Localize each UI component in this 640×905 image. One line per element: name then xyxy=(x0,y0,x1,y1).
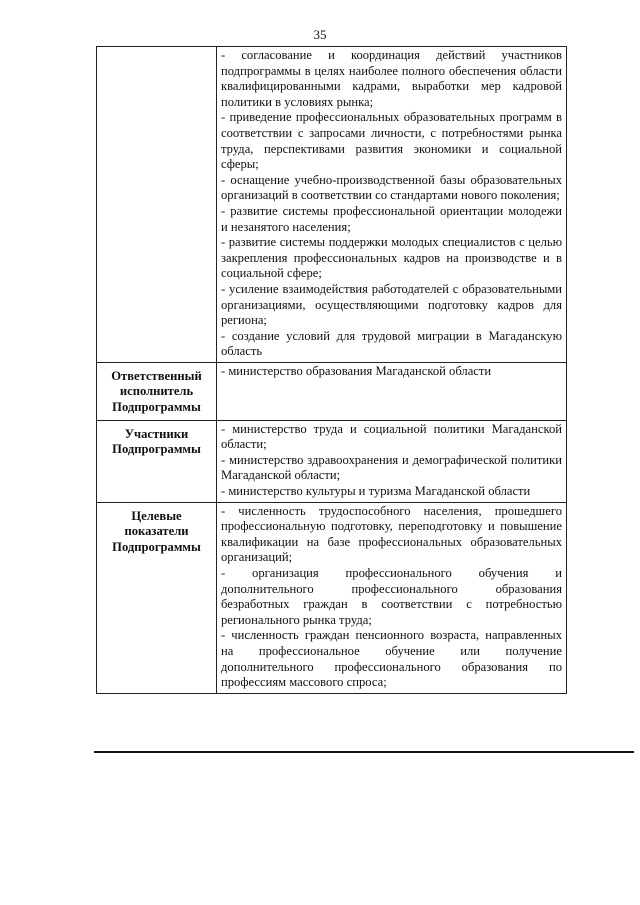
list-item: - развитие системы поддержки молодых специалистов с целью закрепления профессиональных кадров на производстве и в социальной сфере; xyxy=(221,235,562,281)
table-row xyxy=(97,362,567,420)
list-item: - министерство образования Магаданской области xyxy=(221,363,492,378)
table-row xyxy=(97,502,567,693)
list-item: - организация профессионального обучения и дополнительного профессионального образования безработных граждан в соответствии с потребностью регионального рынка труда; xyxy=(221,566,562,627)
list-item: - согласование и координация действий участников подпрограммы в целях наиболее полного обеспечения области квалифицированными кадрами, выработки мер кадровой политики в условиях рынка; xyxy=(221,48,562,109)
row-content xyxy=(217,502,567,693)
list-item: - министерство здравоохранения и демографической политики Магаданской области; xyxy=(221,452,562,483)
list-item: - создание условий для трудовой миграции в Магаданскую область xyxy=(221,328,562,359)
row-label: Ответственный исполнитель Подпрограммы xyxy=(97,362,217,420)
row-content xyxy=(217,420,567,502)
list-item: - численность трудоспособного населения, прошедшего профессиональную подготовку, переподготовку и повышение квалификации на базе профессиональных образовательных организаций; xyxy=(221,503,562,565)
list-item: - усиление взаимодействия работодателей с образовательными организациями, осуществляющими подготовку кадров для региона; xyxy=(221,281,562,328)
bottom-rule xyxy=(94,751,634,753)
page-number: 35 xyxy=(313,27,327,42)
subprogram-passport-table xyxy=(96,46,567,694)
row-content xyxy=(217,47,567,363)
list-item: - приведение профессиональных образовательных программ в соответствии с запросами личности, с потребностями рынка труда, перспективами развития экономики и социальной сферы; xyxy=(221,110,562,172)
row-label: Участники Подпрограммы xyxy=(97,420,217,502)
list-item: - оснащение учебно-производственной базы образовательных организаций в соответствии со стандартами нового поколения; xyxy=(221,172,562,203)
list-item: - развитие системы профессиональной ориентации молодежи и незанятого населения; xyxy=(221,203,562,234)
list-item: - численность граждан пенсионного возраста, направленных на профессиональное обучение или получение дополнительного профессионального образования по профессиям массового спроса; xyxy=(221,628,562,690)
list-item: - министерство культуры и туризма Магаданской области xyxy=(221,484,531,499)
row-content xyxy=(217,362,567,420)
list-item: - министерство труда и социальной политики Магаданской области; xyxy=(221,421,562,452)
table-row xyxy=(97,420,567,502)
row-label xyxy=(97,47,217,363)
row-label: Целевые показатели Подпрограммы xyxy=(97,502,217,693)
table-row xyxy=(97,47,567,363)
